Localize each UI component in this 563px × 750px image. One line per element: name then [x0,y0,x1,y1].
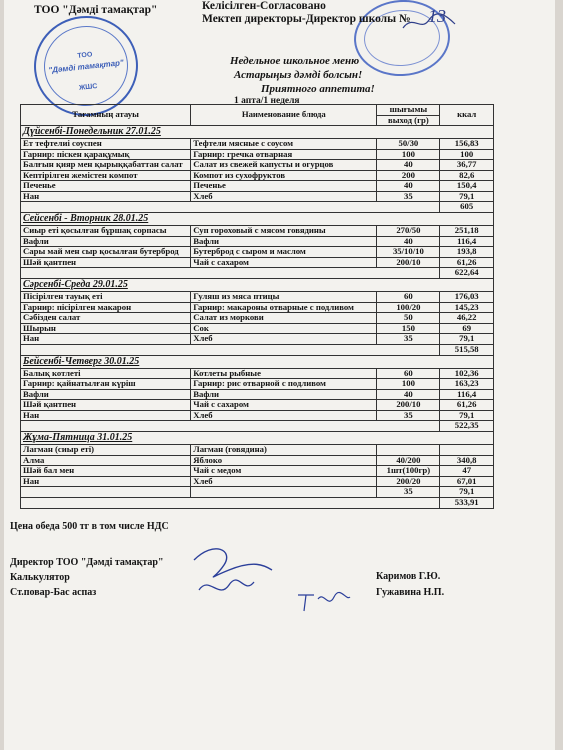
stamp-abbr: ЖШС [78,82,98,92]
dish-name-ru: Яблоко [191,455,377,466]
dish-kcal: 67,01 [440,476,494,487]
dish-name-kz: Кептірілген жемістен компот [21,170,191,181]
day-title: Дүйсенбі-Понедельник 27.01.25 [21,126,494,139]
dish-name-kz: Ет тефтелиі соуспен [21,139,191,150]
table-row [21,334,494,345]
table-row [21,445,494,456]
dish-name-kz: Шырын [21,323,191,334]
dish-name-kz: Нан [21,191,191,202]
dish-kcal [440,445,494,456]
dish-kcal: 116,4 [440,236,494,247]
dish-output: 35 [377,487,440,498]
dish-name-kz: Нан [21,334,191,345]
dish-kcal: 79,1 [440,410,494,421]
dish-name-kz: Вафли [21,389,191,400]
director-signature [399,10,459,36]
dish-name-ru: Гарнир: рис отварной с подливом [191,379,377,390]
menu-title: Недельное школьное меню [230,55,360,67]
dish-name-ru: Хлеб [191,410,377,421]
signature-director [184,540,279,610]
total-spacer [21,268,440,279]
price-note: Цена обеда 500 тг в том числе НДС [10,521,169,532]
day-total-kcal: 533,91 [440,497,494,508]
dish-name-kz: Шәй қантпен [21,257,191,268]
total-spacer [21,421,440,432]
document-page [4,0,555,750]
dish-name-ru: Котлеты рыбные [191,368,377,379]
dish-output: 60 [377,292,440,303]
dish-name-kz: Пісірілген тауық еті [21,292,191,303]
cook-title: Ст.повар-Бас аспаз [10,587,97,598]
dish-kcal: 79,1 [440,191,494,202]
table-row [21,139,494,150]
header-name-kz: Тағамның атауы [21,105,191,126]
wish-ru: Приятного аппетита! [261,83,375,95]
table-row [21,181,494,192]
day-title: Жұма-Пятница 31.01.25 [21,432,494,445]
dish-name-ru: Чай с сахаром [191,400,377,411]
dish-kcal: 145,23 [440,302,494,313]
dish-name-kz: Вафли [21,236,191,247]
dish-output: 40 [377,160,440,171]
dish-kcal: 150,4 [440,181,494,192]
dish-name-kz: Нан [21,410,191,421]
table-row [21,323,494,334]
signature-cook [294,585,354,615]
table-row [21,226,494,237]
week-label: 1 апта/1 неделя [234,96,300,106]
dish-name-ru: Салат из свежей капусты и огурцов [191,160,377,171]
dish-name-kz: Сары май мен сыр қосылған бутерброд [21,247,191,258]
dish-name-kz: Сәбізден салат [21,313,191,324]
dish-kcal: 163,23 [440,379,494,390]
dish-name-ru: Салат из моркови [191,313,377,324]
director-title: Директор ТОО "Дәмді тамақтар" [10,557,164,568]
table-row [21,368,494,379]
dish-output: 35 [377,191,440,202]
header-name-ru: Наименование блюда [191,105,377,126]
dish-name-kz: Гарнир: пісірілген макарон [21,302,191,313]
table-row [21,313,494,324]
name-karimov: Каримов Г.Ю. [376,571,441,582]
table-row [21,389,494,400]
header-kcal: ккал [440,105,494,126]
dish-name-ru: Компот из сухофруктов [191,170,377,181]
dish-name-kz: Нан [21,476,191,487]
day-title: Сәрсенбі-Среда 29.01.25 [21,279,494,292]
dish-output: 100 [377,379,440,390]
day-total-kcal: 522,35 [440,421,494,432]
dish-name-ru: Вафли [191,389,377,400]
dish-output [377,445,440,456]
dish-output: 40 [377,181,440,192]
menu-table [20,104,494,509]
table-row [21,170,494,181]
dish-kcal: 156,83 [440,139,494,150]
dish-name-ru: Гарнир: гречка отварная [191,149,377,160]
dish-name-ru [191,487,377,498]
dish-output: 40 [377,236,440,247]
dish-name-kz: Печенье [21,181,191,192]
school-number: 13 [428,6,446,26]
dish-kcal: 79,1 [440,487,494,498]
dish-name-ru: Хлеб [191,191,377,202]
dish-name-kz: Сиыр еті қосылған бұршақ сорпасы [21,226,191,237]
dish-name-ru: Чай с медом [191,466,377,477]
day-total-kcal: 605 [440,202,494,213]
dish-kcal: 61,26 [440,257,494,268]
dish-output: 35 [377,334,440,345]
table-row [21,149,494,160]
dish-kcal: 79,1 [440,334,494,345]
dish-output: 40 [377,389,440,400]
dish-name-ru: Хлеб [191,334,377,345]
dish-name-kz: Лагман (сиыр еті) [21,445,191,456]
director-line: Мектеп директоры-Директор школы № [202,13,411,25]
dish-kcal: 46,22 [440,313,494,324]
total-spacer [21,497,440,508]
day-title-row [21,126,494,139]
dish-name-kz: Гарнир: піскен қарақұмық [21,149,191,160]
dish-name-ru: Хлеб [191,476,377,487]
day-total-row [21,202,494,213]
day-title-row [21,355,494,368]
table-row [21,292,494,303]
dish-name-kz: Балғын қияр мен қырыққабаттан салат [21,160,191,171]
stamp-type: ТОО [77,51,93,60]
day-total-kcal: 515,58 [440,344,494,355]
calculator-title: Калькулятор [10,572,70,583]
dish-name-kz: Шәй қантпен [21,400,191,411]
dish-output: 150 [377,323,440,334]
dish-name-ru: Чай с сахаром [191,257,377,268]
stamp-name: "Дәмді тамақтар" [48,58,125,75]
company-name: ТОО "Дәмді тамақтар" [34,4,158,16]
table-row [21,257,494,268]
header-output-bottom: выход (гр) [377,115,440,126]
dish-name-ru: Вафли [191,236,377,247]
dish-kcal: 47 [440,466,494,477]
dish-kcal: 251,18 [440,226,494,237]
dish-name-ru: Сок [191,323,377,334]
dish-output: 50/30 [377,139,440,150]
dish-kcal: 61,26 [440,400,494,411]
dish-output: 200/20 [377,476,440,487]
table-row [21,236,494,247]
dish-output: 50 [377,313,440,324]
table-row [21,455,494,466]
dish-name-ru: Лагман (говядина) [191,445,377,456]
day-title: Бейсенбі-Четверг 30.01.25 [21,355,494,368]
dish-kcal: 36,77 [440,160,494,171]
total-spacer [21,344,440,355]
wish-kz: Астарыңыз дәмді болсын! [234,69,363,81]
day-total-row [21,344,494,355]
dish-kcal: 116,4 [440,389,494,400]
day-total-row [21,421,494,432]
dish-name-ru: Печенье [191,181,377,192]
day-title-row [21,279,494,292]
dish-kcal: 176,03 [440,292,494,303]
dish-name-ru: Суп гороховый с мясом говядины [191,226,377,237]
table-row [21,379,494,390]
dish-output: 35/10/10 [377,247,440,258]
dish-output: 100 [377,149,440,160]
table-row [21,160,494,171]
dish-name-kz: Алма [21,455,191,466]
total-spacer [21,202,440,213]
day-title: Сейсенбі - Вторник 28.01.25 [21,213,494,226]
dish-output: 1шт(100гр) [377,466,440,477]
day-total-row [21,268,494,279]
table-row [21,410,494,421]
dish-name-ru: Бутерброд с сыром и маслом [191,247,377,258]
dish-name-kz: Гарнир: қайнатылған күріш [21,379,191,390]
table-row [21,302,494,313]
day-title-row [21,213,494,226]
dish-name-ru: Гуляш из мяса птицы [191,292,377,303]
dish-output: 200/10 [377,400,440,411]
dish-output: 40/200 [377,455,440,466]
dish-name-kz: Балық котлеті [21,368,191,379]
table-row [21,466,494,477]
dish-output: 35 [377,410,440,421]
dish-name-kz: Шәй бал мен [21,466,191,477]
table-row [21,487,494,498]
table-row [21,476,494,487]
dish-output: 200/10 [377,257,440,268]
dish-output: 270/50 [377,226,440,237]
table-row [21,400,494,411]
header-output-top: шығымы [377,105,440,116]
table-header-row [21,105,494,116]
day-total-row [21,497,494,508]
dish-output: 60 [377,368,440,379]
dish-name-ru: Гарнир: макароны отварные с подливом [191,302,377,313]
agreed-label: Келісілген-Согласовано [202,0,326,12]
name-guzhavina: Гужавина Н.П. [376,587,445,598]
dish-name-kz [21,487,191,498]
dish-kcal: 193,8 [440,247,494,258]
dish-output: 100/20 [377,302,440,313]
day-title-row [21,432,494,445]
dish-kcal: 340,8 [440,455,494,466]
day-total-kcal: 622,64 [440,268,494,279]
dish-kcal: 69 [440,323,494,334]
dish-kcal: 100 [440,149,494,160]
table-row [21,247,494,258]
dish-output: 200 [377,170,440,181]
dish-kcal: 82,6 [440,170,494,181]
dish-kcal: 102,36 [440,368,494,379]
table-row [21,191,494,202]
dish-name-ru: Тефтели мясные с соусом [191,139,377,150]
